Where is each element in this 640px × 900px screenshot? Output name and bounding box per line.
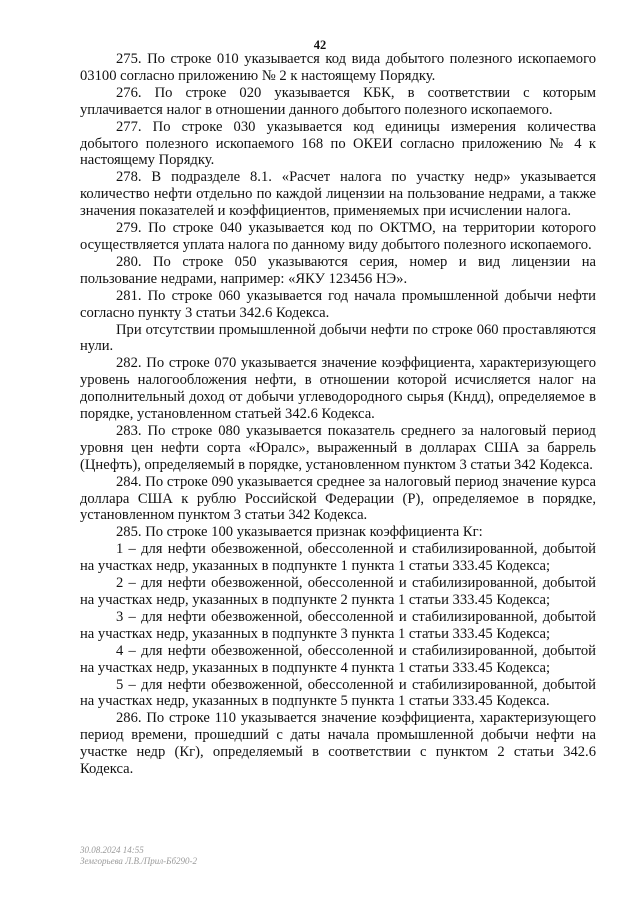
footer-doc-ref: Земгорьева Л.В./Прил-Бб290-2 bbox=[80, 856, 198, 866]
paragraph-282: 282. По строке 070 указывается значение коэффициента, характеризующего уровень налогообложения нефти, в отношении которой исчисляется налог на дополнительный доход от добычи углеводородного сырья (Кндд), определяемое в порядке, установленном статьей 342.6 Кодекса. bbox=[80, 355, 596, 423]
list-item-4: 4 – для нефти обезвоженной, обессоленной и стабилизированной, добытой на участках недр, указанных в подпункте 4 пункта 1 статьи 333.45 Кодекса; bbox=[80, 642, 596, 676]
paragraph-281-note: При отсутствии промышленной добычи нефти по строке 060 проставляются нули. bbox=[80, 321, 596, 355]
list-item-1: 1 – для нефти обезвоженной, обессоленной и стабилизированной, добытой на участках недр, указанных в подпункте 1 пункта 1 статьи 333.45 Кодекса; bbox=[80, 541, 596, 575]
footer-stamp bbox=[80, 845, 197, 867]
paragraph-278: 278. В подразделе 8.1. «Расчет налога по участку недр» указывается количество нефти отдельно по каждой лицензии на пользование недрами, а также значения показателей и коэффициентов, применяемых при исчислении налога. bbox=[80, 169, 596, 220]
list-item-3: 3 – для нефти обезвоженной, обессоленной и стабилизированной, добытой на участках недр, указанных в подпункте 3 пункта 1 статьи 333.45 Кодекса; bbox=[80, 608, 596, 642]
paragraph-280: 280. По строке 050 указываются серия, номер и вид лицензии на пользование недрами, например: «ЯКУ 123456 НЭ». bbox=[80, 253, 596, 287]
paragraph-281: 281. По строке 060 указывается год начала промышленной добычи нефти согласно пункту 3 статьи 342.6 Кодекса. bbox=[80, 287, 596, 321]
footer-timestamp: 30.08.2024 14:55 bbox=[80, 845, 144, 855]
paragraph-286: 286. По строке 110 указывается значение коэффициента, характеризующего период времени, прошедший с даты начала промышленной добычи нефти на участке недр (Кг), определяемый в соответствии с пунктом 2 статьи 342.6 Кодекса. bbox=[80, 710, 596, 778]
document-body bbox=[80, 51, 596, 778]
list-item-5: 5 – для нефти обезвоженной, обессоленной и стабилизированной, добытой на участках недр, указанных в подпункте 5 пункта 1 статьи 333.45 Кодекса. bbox=[80, 676, 596, 710]
list-item-2: 2 – для нефти обезвоженной, обессоленной и стабилизированной, добытой на участках недр, указанных в подпункте 2 пункта 1 статьи 333.45 Кодекса; bbox=[80, 575, 596, 608]
paragraph-276: 276. По строке 020 указывается КБК, в соответствии с которым уплачивается налог в отношении данного добытого полезного ископаемого. bbox=[80, 84, 596, 118]
paragraph-283: 283. По строке 080 указывается показатель среднего за налоговый период уровня цен нефти сорта «Юралс», выраженный в долларах США за баррель (Цнефть), определяемый в порядке, установленном пунктом 3 статьи 342 Кодекса. bbox=[80, 422, 596, 473]
paragraph-279: 279. По строке 040 указывается код по ОКТМО, на территории которого осуществляется уплата налога по данному виду добытого полезного ископаемого. bbox=[80, 220, 596, 253]
page-number: 42 bbox=[313, 38, 327, 52]
paragraph-285: 285. По строке 100 указывается признак коэффициента Кг: bbox=[116, 524, 483, 541]
paragraph-275: 275. По строке 010 указывается код вида добытого полезного ископаемого 03100 согласно приложению № 2 к настоящему Порядку. bbox=[80, 51, 596, 84]
paragraph-277: 277. По строке 030 указывается код единицы измерения количества добытого полезного ископаемого 168 по ОКЕИ согласно приложению № 4 к настоящему Порядку. bbox=[80, 118, 596, 169]
paragraph-284: 284. По строке 090 указывается среднее за налоговый период значение курса доллара США к рублю Российской Федерации (Р), определяемое в порядке, установленном пунктом 3 статьи 342 Кодекса. bbox=[80, 473, 596, 524]
